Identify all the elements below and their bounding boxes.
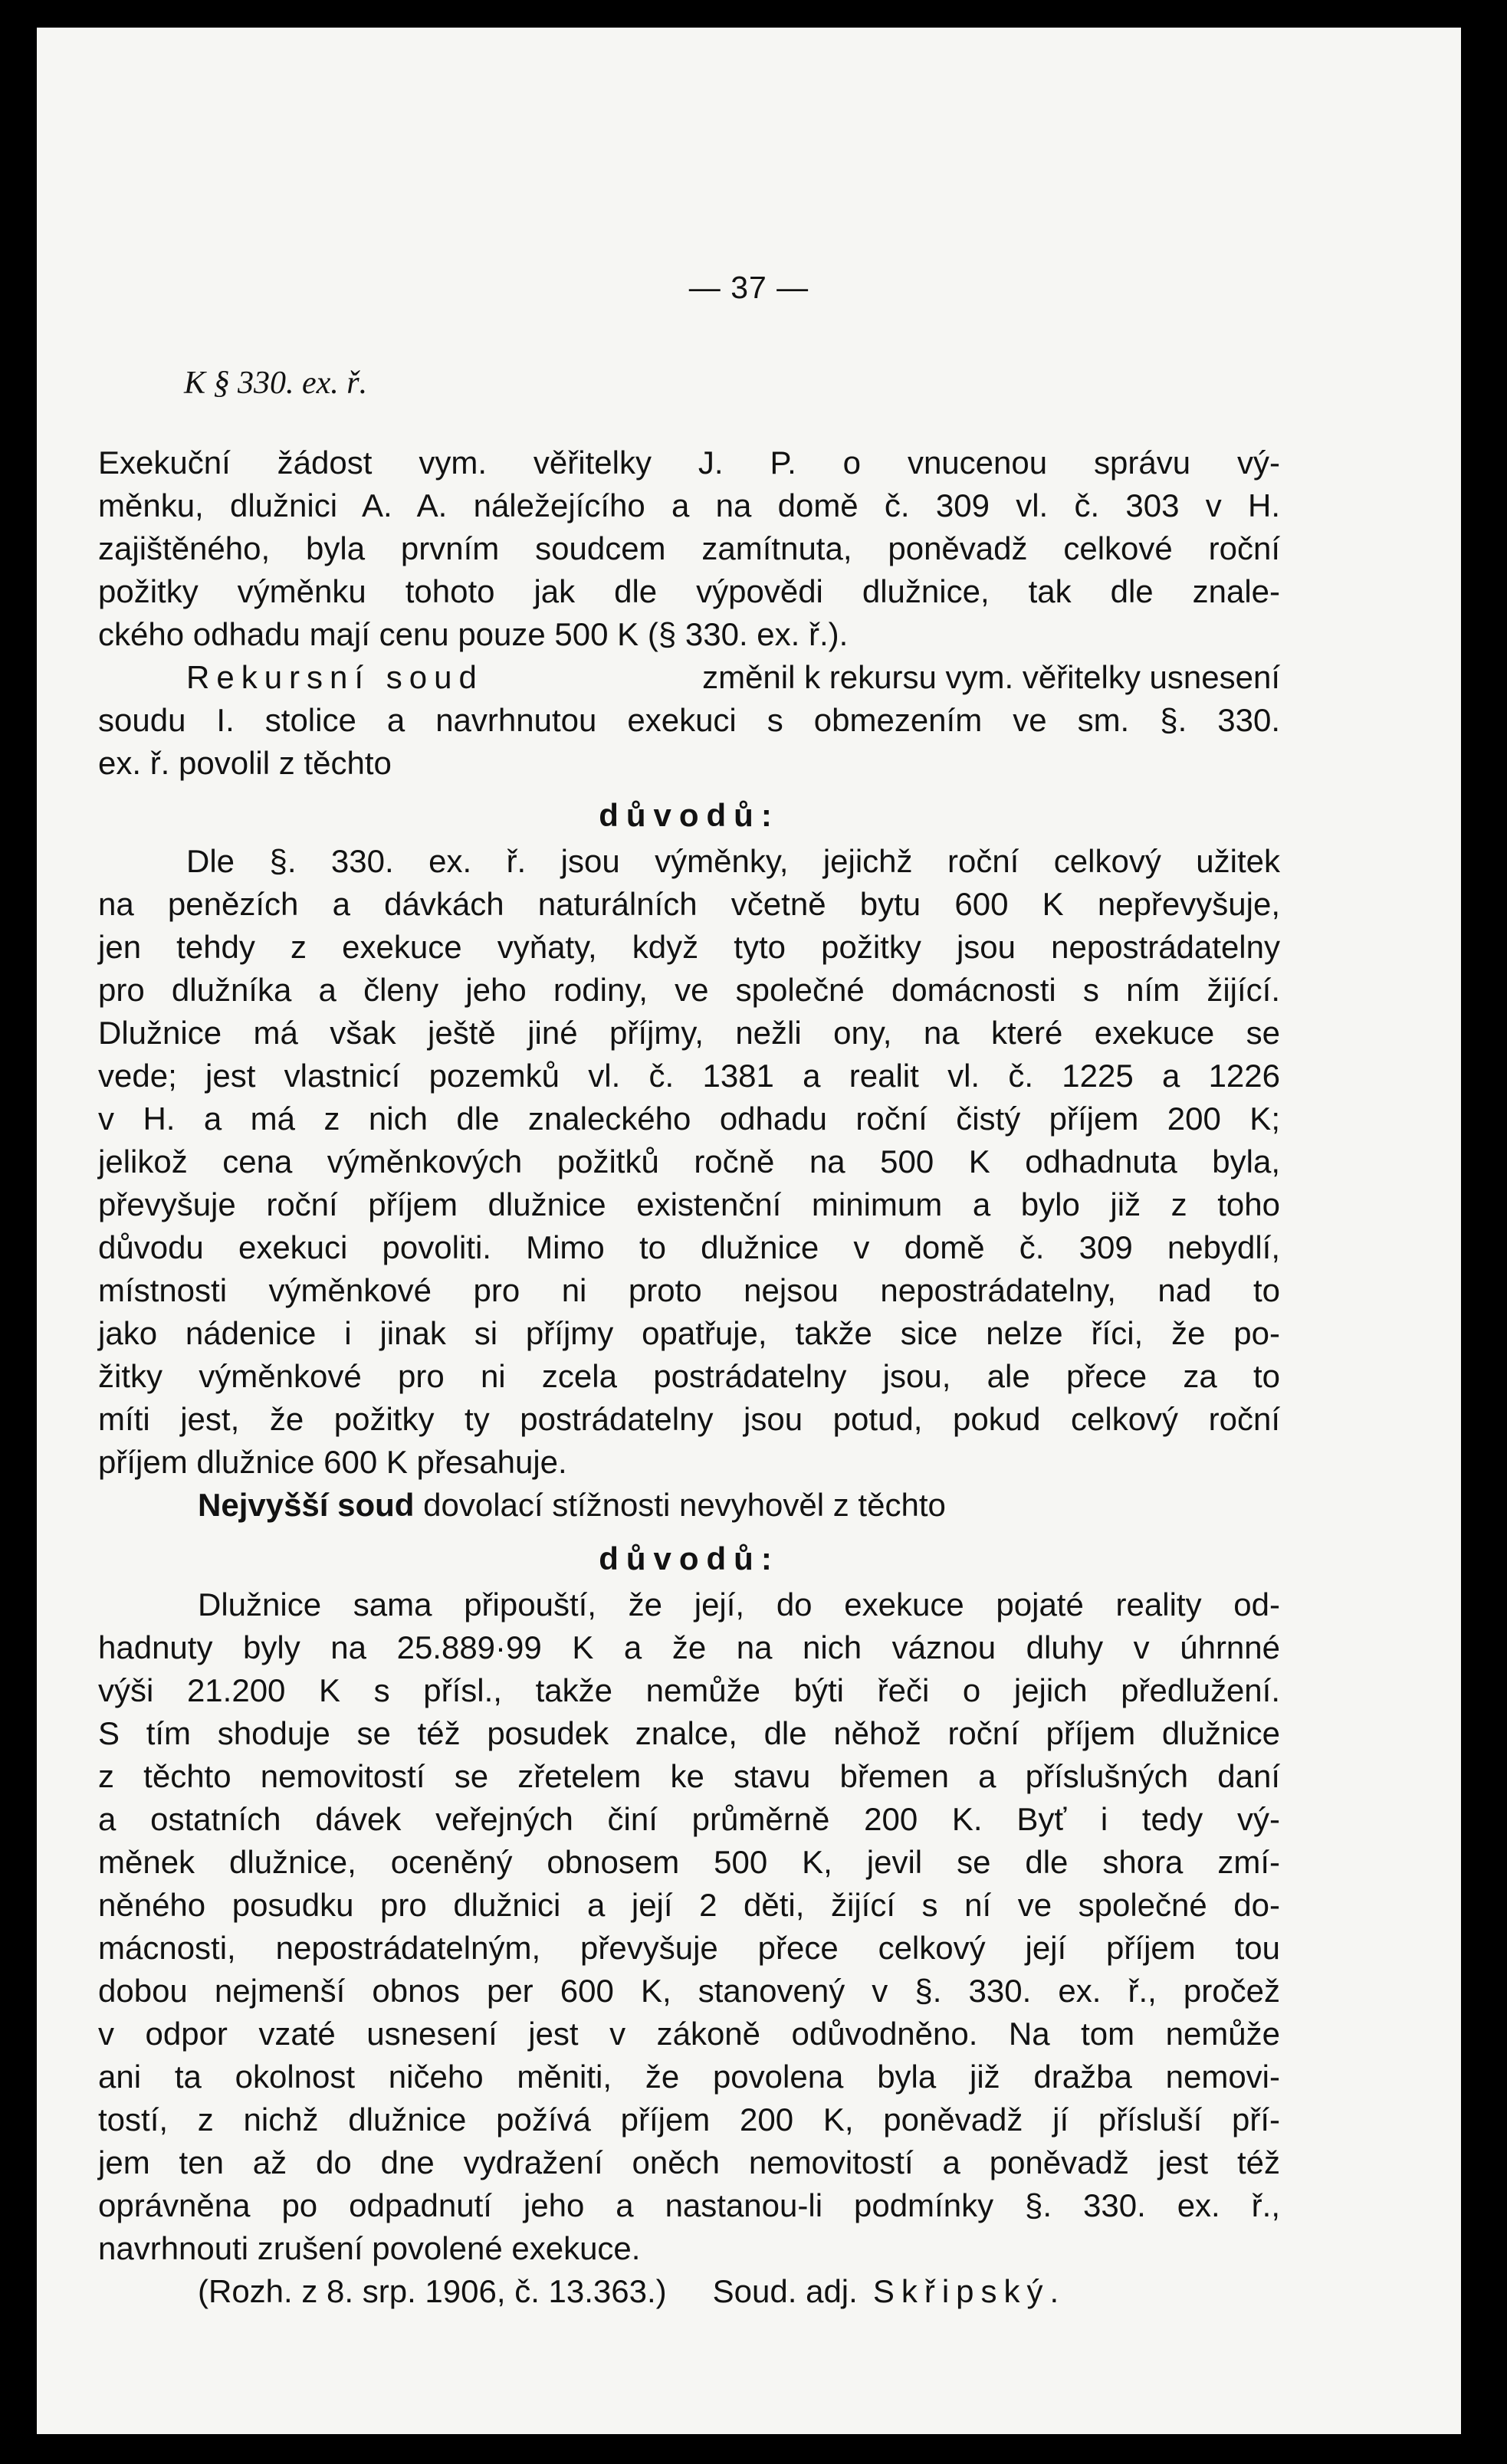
text-line: měnek dlužnice, oceněný obnosem 500 K, jevil se dle shora zmí- xyxy=(98,1844,1280,1880)
text-line: důvodu exekuci povoliti. Mimo to dlužnice v domě č. 309 nebydlí, xyxy=(98,1229,1280,1265)
text-line: Dlužnice sama připouští, že její, do exekuce pojaté reality od- xyxy=(198,1586,1280,1622)
text-line: něného posudku pro dlužnici a její 2 děti, žijící s ní ve společné do- xyxy=(98,1887,1280,1923)
text-line: navrhnouti zrušení povolené exekuce. xyxy=(98,2230,641,2266)
text-line: příjem dlužnice 600 K přesahuje. xyxy=(98,1444,567,1480)
signature-name: Skřipský. xyxy=(872,2273,1066,2309)
text-line: jem ten až do dne vydražení oněch nemovitostí a poněvadž jest též xyxy=(98,2144,1280,2180)
text-line: míti jest, že požitky ty postrádatelny jsou potud, pokud celkový roční xyxy=(98,1401,1280,1437)
text-line: v odpor vzaté usnesení jest v zákoně odůvodněno. Na tom nemůže xyxy=(98,2016,1280,2052)
text-line: Dle §. 330. ex. ř. jsou výměnky, jejichž roční celkový užitek xyxy=(186,843,1280,879)
text-line: a ostatních dávek veřejných činí průměrně 200 K. Byť i tedy vý- xyxy=(98,1801,1280,1837)
paragraph-line xyxy=(186,656,1280,699)
supreme-court-name: Nejvyšší soud xyxy=(198,1487,415,1523)
text-line: ani ta okolnost ničeho měniti, že povolena byla již dražba nemovi- xyxy=(98,2059,1280,2095)
text-line: Dlužnice má však ještě jiné příjmy, nežli ony, na které exekuce se xyxy=(98,1015,1280,1051)
text-line: vede; jest vlastnicí pozemků vl. č. 1381 a realit vl. č. 1225 a 1226 xyxy=(98,1058,1280,1094)
reasons-heading: důvodů: xyxy=(599,1540,780,1577)
text-line: S tím shoduje se též posudek znalce, dle něhož roční příjem dlužnice xyxy=(98,1715,1280,1751)
text-line: výši 21.200 K s přísl., takže nemůže býti řeči o jejich předlužení. xyxy=(98,1672,1280,1708)
text-line: dobou nejmenší obnos per 600 K, stanovený v §. 330. ex. ř., pročež xyxy=(98,1973,1280,2009)
text-line: pro dlužníka a členy jeho rodiny, ve společné domácnosti s ním žijící. xyxy=(98,972,1280,1008)
reasons-heading: důvodů: xyxy=(599,797,780,833)
text-line: požitky výměnku tohoto jak dle výpovědi dlužnice, tak dle znale- xyxy=(98,573,1280,609)
text-line: ex. ř. povolil z těchto xyxy=(98,745,392,781)
text-line: na penězích a dávkách naturálních včetně bytu 600 K nepřevyšuje, xyxy=(98,886,1280,922)
section-heading: K § 330. ex. ř. xyxy=(184,366,368,401)
text-line: převyšuje roční příjem dlužnice existenční minimum a bylo již z toho xyxy=(98,1186,1280,1222)
citation-line xyxy=(198,2270,1280,2313)
text-line: jelikož cena výměnkových požitků ročně na 500 K odhadnuta byla, xyxy=(98,1143,1280,1180)
text-line: soudu I. stolice a navrhnutou exekuci s obmezením ve sm. §. 330. xyxy=(98,702,1280,738)
text-line: z těchto nemovitostí se zřetelem ke stavu břemen a příslušných daní xyxy=(98,1758,1280,1794)
text-line: ckého odhadu mají cenu pouze 500 K (§ 330. ex. ř.). xyxy=(98,616,849,652)
text-line: oprávněna po odpadnutí jeho a nastanou-li podmínky §. 330. ex. ř., xyxy=(98,2187,1280,2223)
text-segment: dovolací stížnosti nevyhověl z těchto xyxy=(423,1487,946,1523)
text-line: mácnosti, nepostrádatelným, převyšuje přece celkový její příjem tou xyxy=(98,1930,1280,1966)
paragraph-line xyxy=(198,1484,1280,1527)
text-line: tostí, z nichž dlužnice požívá příjem 200 K, poněvadž jí přísluší pří- xyxy=(98,2101,1280,2138)
text-line: zajištěného, byla prvním soudcem zamítnuta, poněvadž celkové roční xyxy=(98,530,1280,566)
court-name: Rekursní soud xyxy=(186,659,484,695)
text-segment: změnil k rekursu vym. věřitelky usnesení xyxy=(702,659,1280,695)
page-number: — 37 — xyxy=(688,270,809,305)
text-line: jen tehdy z exekuce vyňaty, když tyto požitky jsou nepostrádatelny xyxy=(98,929,1280,965)
text-line: hadnuty byly na 25.889·99 K a že na nich váznou dluhy v úhrnné xyxy=(98,1629,1280,1665)
text-line: místnosti výměnkové pro ni proto nejsou nepostrádatelny, nad to xyxy=(98,1272,1280,1308)
text-line: žitky výměnkové pro ni zcela postrádatelny jsou, ale přece za to xyxy=(98,1358,1280,1394)
signature-title: Soud. adj. xyxy=(712,2273,858,2309)
text-line: v H. a má z nich dle znaleckého odhadu roční čistý příjem 200 K; xyxy=(98,1101,1280,1137)
text-line: jako nádenice i jinak si příjmy opatřuje, takže sice nelze říci, že po- xyxy=(98,1315,1280,1351)
text-line: měnku, dlužnici A. A. náležejícího a na domě č. 309 vl. č. 303 v H. xyxy=(98,487,1280,523)
text-line: Exekuční žádost vym. věřitelky J. P. o vnucenou správu vý- xyxy=(98,445,1280,481)
citation: (Rozh. z 8. srp. 1906, č. 13.363.) xyxy=(198,2273,667,2309)
book-page xyxy=(37,28,1461,2434)
